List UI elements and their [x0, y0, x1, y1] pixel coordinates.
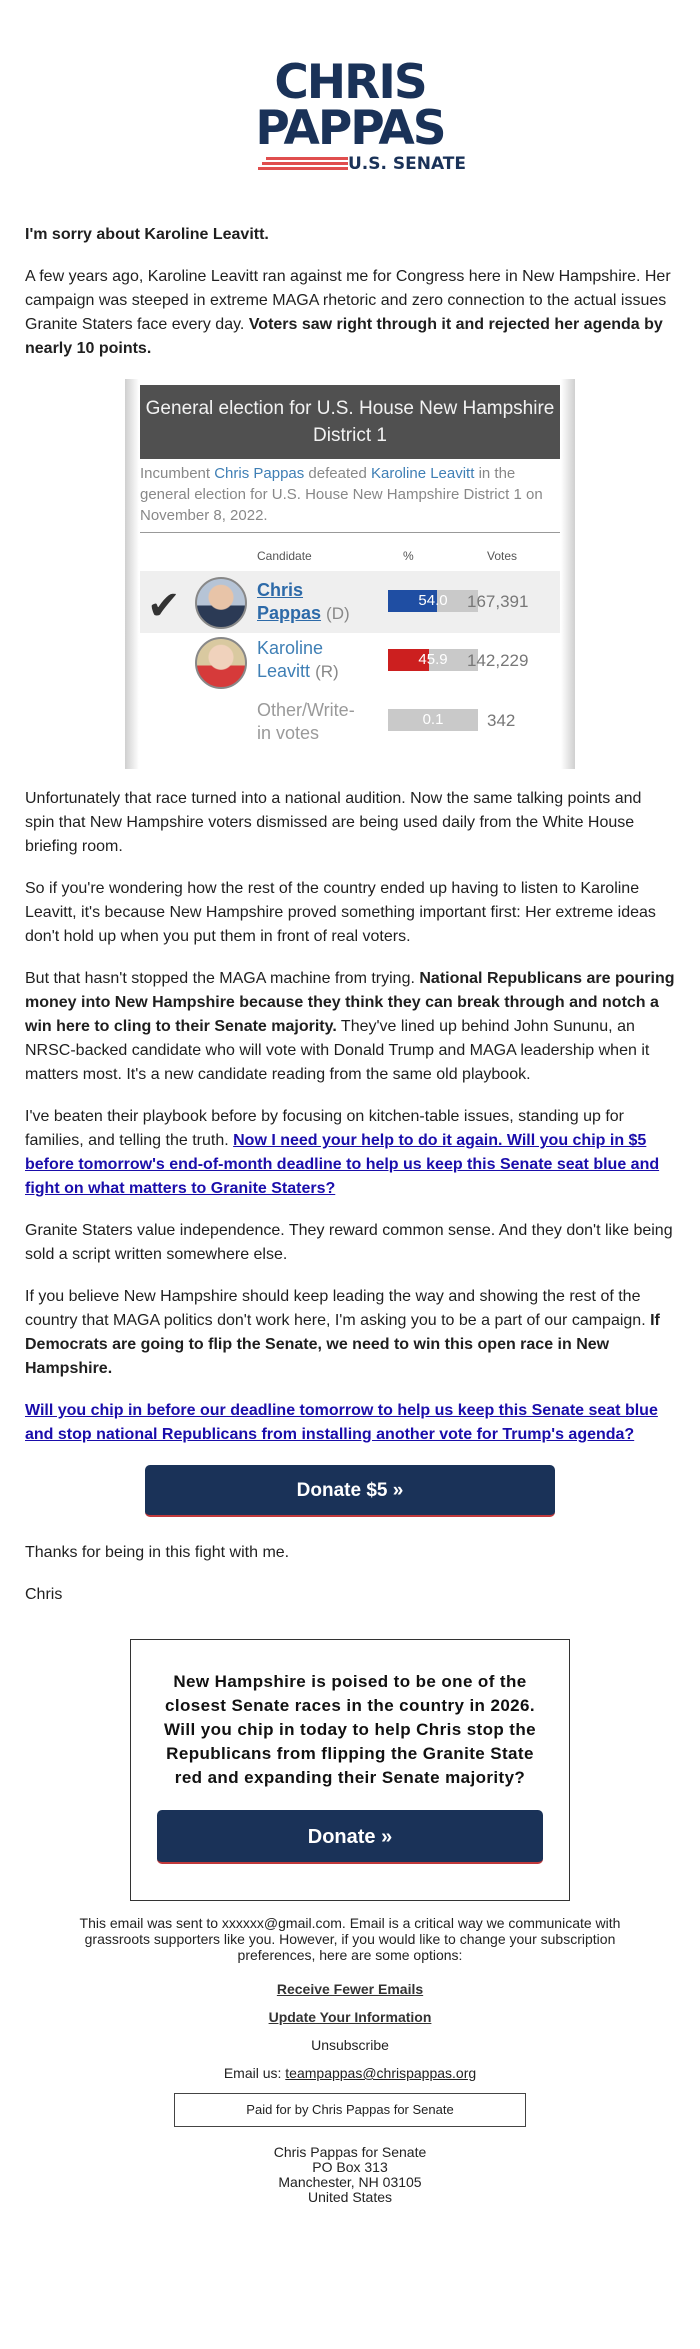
lead-line: I'm sorry about Karoline Leavitt. — [25, 226, 269, 243]
paragraph-playbook: I've beaten their playbook before by focusing on kitchen-table issues, standing up for families, and telling the truth. Now I need your help to do it again. Will you chip in $5 before tomorrow's end-of-month deadline to help us keep this Senate seat blue and fight on what matters to Granite Staters? — [25, 1108, 660, 1197]
logo-stripes — [258, 157, 348, 175]
vote-share-bar-leavitt — [388, 649, 478, 671]
column-header-percent: % — [403, 549, 414, 563]
paid-for-disclaimer: Paid for by Chris Pappas for Senate — [174, 2093, 526, 2127]
campaign-logo — [0, 0, 700, 195]
column-header-candidate: Candidate — [257, 549, 312, 563]
vote-share-label-pappas: 54.0 — [418, 592, 448, 609]
vote-count-leavitt: 142,229 — [467, 651, 529, 670]
vote-count-other: 342 — [487, 711, 516, 730]
candidate-name-leavitt[interactable]: Karoline Leavitt (R) — [257, 638, 339, 681]
signoff: Chris — [25, 1586, 63, 1603]
donate-5-button[interactable]: Donate $5 » — [145, 1465, 555, 1517]
paragraph-wondering: So if you're wondering how the rest of the country ended up having to listen to Karoline Leavitt, it's because New Hampshire proved something important first: Her extreme ideas don't hold up when you put them in front of real voters. — [25, 880, 656, 945]
thanks-line: Thanks for being in this fight with me. — [25, 1544, 290, 1561]
paragraph-independence: Granite Staters value independence. They reward common sense. And they don't like being sold a script written somewhere else. — [25, 1222, 673, 1263]
chip-in-link-2[interactable]: Will you chip in before our deadline tomorrow to help us keep this Senate seat blue and stop national Republicans from installing another vote for Trump's agenda? — [25, 1402, 658, 1443]
graphic-shadow-left — [125, 379, 139, 769]
intro-bold: Voters saw right through it and rejected her agenda by nearly 10 points. — [25, 316, 663, 357]
paragraph-deadline-ask — [25, 1399, 675, 1447]
candidate-name-other: Other/Write- in votes — [257, 700, 355, 743]
subscription-notice: This email was sent to xxxxxx@gmail.com. Email is a critical way we communicate with grassroots supporters like you. However, if you would like to change your subscription preferences, here are some options: — [79, 1915, 621, 1963]
logo-last-name: PAPPAS — [255, 101, 445, 156]
donate-button[interactable]: Donate » — [157, 1810, 543, 1864]
paragraph-intro — [25, 265, 675, 361]
election-description: Incumbent Chris Pappas defeated Karoline Leavitt in the general election for U.S. House New Hampshire District 1 on November 8, 2022. — [140, 465, 543, 524]
vote-share-bar-pappas — [388, 590, 478, 612]
candidate-name-pappas[interactable]: Chris Pappas (D) — [257, 580, 350, 623]
vote-share-label-leavitt: 45.9 — [418, 651, 448, 668]
vote-share-label-other: 0.1 — [422, 711, 444, 728]
unsubscribe-link[interactable]: Unsubscribe — [311, 2037, 389, 2053]
email-body — [0, 223, 700, 1607]
candidate-photo-pappas — [195, 577, 247, 629]
email-footer — [0, 1915, 700, 2205]
donation-appeal-box — [130, 1639, 570, 1901]
candidate-photo-leavitt — [195, 637, 247, 689]
paragraph-national-audition: Unfortunately that race turned into a national audition. Now the same talking points and spin that New Hampshire voters dismissed are being used daily from the White House briefing room. — [25, 790, 642, 855]
intro-text: A few years ago, Karoline Leavitt ran against me for Congress here in New Hampshire. Her campaign was steeped in extreme MAGA rhetoric and zero connection to the actual issues Granite Staters face every day. — [25, 268, 671, 333]
donate-button-row — [25, 1465, 675, 1517]
logo-subtitle: U.S. SENATE — [348, 154, 467, 174]
graphic-shadow-right — [561, 379, 575, 769]
paragraph-campaign-ask: If you believe New Hampshire should keep leading the way and showing the rest of the country that MAGA politics don't work here, I'm asking you to be a part of our campaign. If Democrats are going to flip the Senate, we need to win this open race in New Hampshire. — [25, 1288, 660, 1377]
election-results-graphic — [125, 379, 575, 769]
vote-count-pappas: 167,391 — [467, 592, 529, 611]
chip-in-link-1[interactable]: Now I need your help to do it again. Will you chip in $5 before tomorrow's end-of-month deadline to help us keep this Senate seat blue and fight on what matters to Granite Staters? — [25, 1132, 660, 1197]
receive-fewer-emails-link[interactable]: Receive Fewer Emails — [276, 1981, 424, 1997]
election-title: General election for U.S. House New Hampshire District 1 — [140, 385, 560, 459]
mailing-address: Chris Pappas for Senate PO Box 313 Manchester, NH 03105 United States — [273, 2144, 427, 2205]
contact-email-link[interactable]: teampappas@chrispappas.org — [285, 2065, 477, 2081]
vote-share-bar-other — [388, 709, 478, 731]
winner-check-icon: ✔ — [147, 584, 181, 628]
divider — [140, 532, 560, 533]
paragraph-maga-machine: But that hasn't stopped the MAGA machine from trying. National Republicans are pouring money into New Hampshire because they think they can break through and notch a win here to cling to their Senate majority. They've lined up behind John Sununu, an NRSC-backed candidate who will vote with Donald Trump and MAGA leadership when it matters most. It's a new candidate reading from the same old playbook. — [25, 970, 675, 1083]
appeal-text: New Hampshire is poised to be one of the closest Senate races in the country in 2026. Will you chip in today to help Chris stop the Republicans from flipping the Granite State red and expanding their Senate majority? — [163, 1672, 537, 1787]
update-information-link[interactable]: Update Your Information — [268, 2009, 432, 2025]
contact-email: Email us: teampappas@chrispappas.org — [223, 2065, 477, 2081]
logo-first-name: CHRIS — [274, 55, 426, 110]
column-header-votes: Votes — [487, 549, 518, 563]
